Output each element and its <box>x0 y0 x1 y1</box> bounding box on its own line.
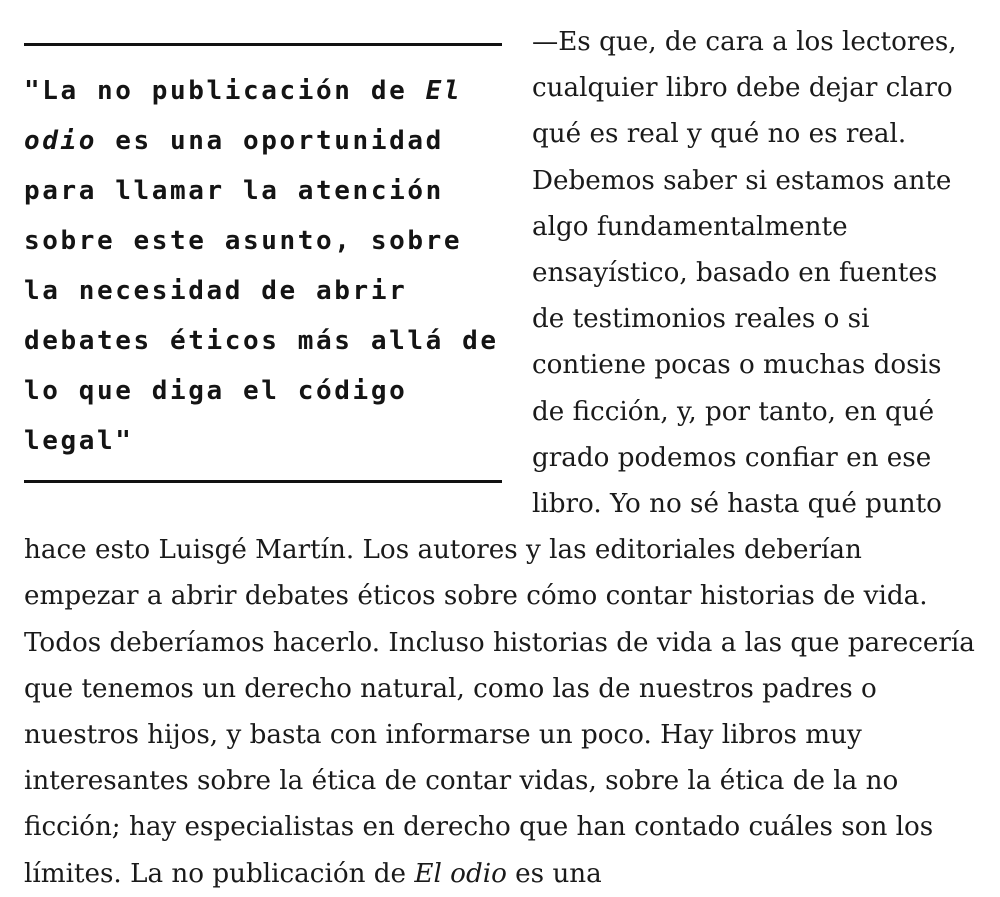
pull-quote <box>24 43 502 483</box>
article-book-title: El odio <box>414 858 507 889</box>
pull-quote-text <box>24 66 502 466</box>
pull-quote-text-start: "La no publicación de <box>24 76 426 106</box>
article-paragraph-text-end: es una <box>506 858 602 889</box>
pull-quote-book-title: El odio <box>24 76 463 156</box>
article-paragraph-text: —Es que, de cara a los lectores, cualquier libro debe dejar claro qué es real y qué no es real. Debemos saber si estamos ante algo fundamentalmente ensayístico, basado en fuentes de testimonios reales o si contiene pocas o muchas dosis de ficción, y, por tanto, en qué grado podemos confiar en ese libro. Yo no sé hasta qué punto hace esto Luisgé Martín. Los autores y las editoriales deberían empezar a abrir debates éticos sobre cómo contar historias de vida. Todos deberíamos hacerlo. Incluso historias de vida a las que parecería que tenemos un derecho natural, como las de nuestros padres o nuestros hijos, y basta con informarse un poco. Hay libros muy interesantes sobre la ética de contar vidas, sobre la ética de la no ficción; hay especialistas en derecho que han contado cuáles son los límites. La no publicación de <box>24 27 975 889</box>
pull-quote-text-end: es una oportunidad para llamar la atención sobre este asunto, sobre la necesidad de abrir debates éticos más allá de lo que diga el código legal" <box>24 126 499 456</box>
